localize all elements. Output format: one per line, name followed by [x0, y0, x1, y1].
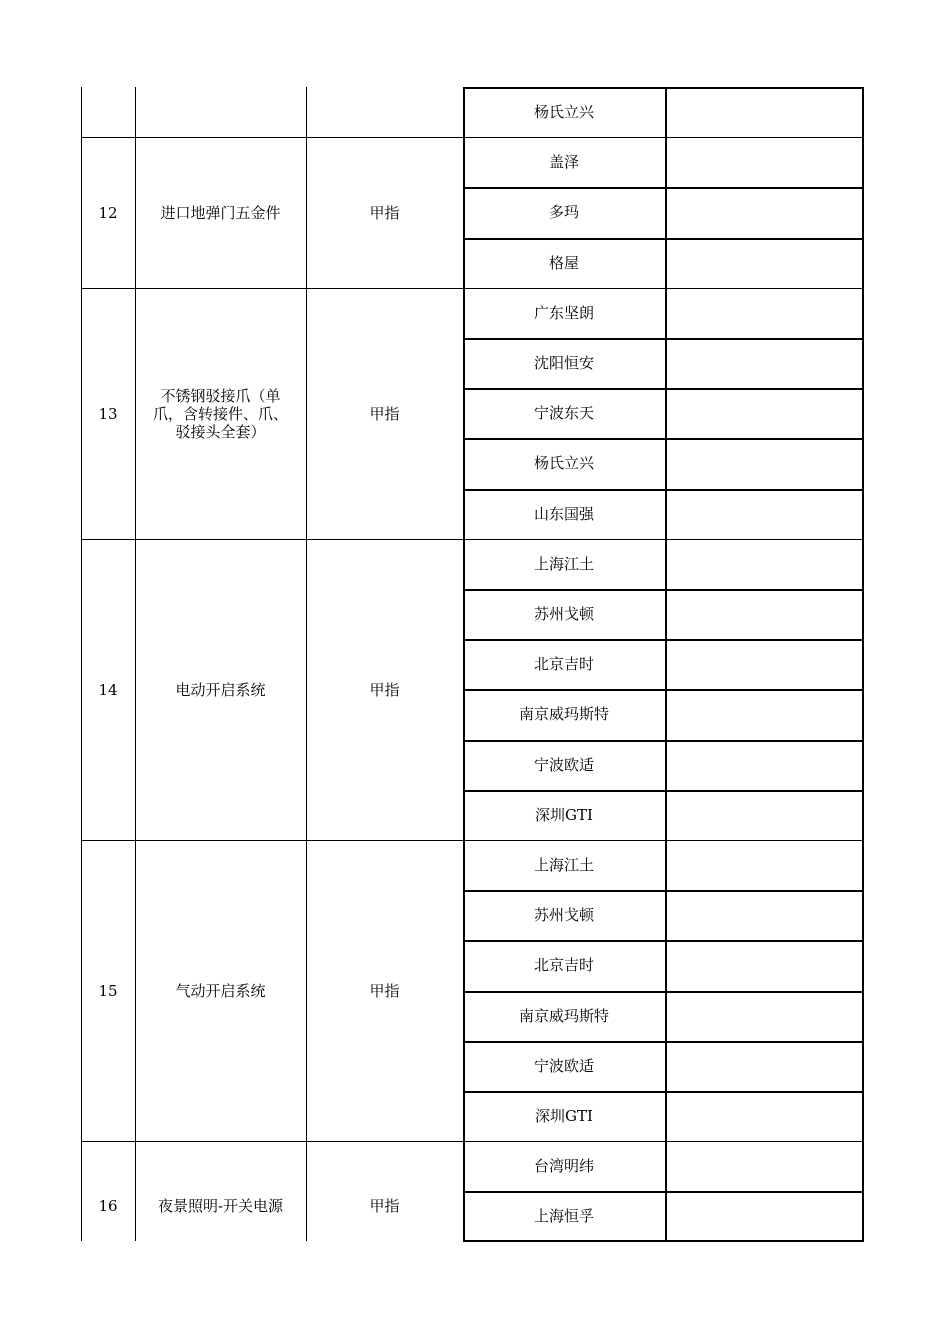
brand-cell: 沈阳恒安 [533, 354, 594, 372]
brand-cell: 宁波东天 [533, 404, 594, 422]
brand-cell: 深圳GTI [535, 806, 593, 824]
brand-cell: 南京威玛斯特 [518, 1007, 609, 1025]
item-number-cell: 15 [98, 981, 118, 1000]
item-type-cell: 甲指 [369, 404, 400, 423]
brand-cell: 宁波欧适 [533, 756, 594, 774]
brand-cell: 广东坚朗 [533, 304, 594, 322]
brand-cell: 盖泽 [548, 153, 579, 171]
brand-cell: 上海江土 [533, 856, 594, 874]
cell-text-line: 不锈钢驳接爪（单 [160, 386, 281, 405]
brand-cell: 杨氏立兴 [533, 103, 594, 121]
brand-cell: 宁波欧适 [533, 1057, 594, 1075]
item-name-cell [143, 288, 298, 539]
item-type-cell: 甲指 [369, 1197, 400, 1215]
brand-cell: 杨氏立兴 [533, 454, 594, 472]
brand-cell: 多玛 [548, 203, 579, 221]
item-name-cell: 进口地弹门五金件 [160, 203, 281, 222]
brand-cell: 格屋 [548, 254, 579, 272]
item-number-cell: 14 [98, 680, 118, 699]
brand-cell: 上海江土 [533, 555, 594, 573]
item-type-cell: 甲指 [369, 680, 400, 699]
item-name-cell: 夜景照明-开关电源 [157, 1197, 284, 1215]
brand-cell: 苏州戈顿 [533, 605, 594, 623]
item-number-cell: 13 [98, 404, 118, 423]
brand-cell: 深圳GTI [535, 1107, 593, 1125]
col-border-right [862, 87, 864, 1241]
brand-cell: 北京吉时 [533, 655, 594, 673]
item-name-cell: 气动开启系统 [175, 981, 266, 1000]
cell-text-line: 爪，含转接件、爪、 [152, 404, 288, 423]
cell-text-line: 驳接头全套） [175, 422, 266, 441]
item-number-cell: 16 [98, 1197, 118, 1215]
item-type-cell: 甲指 [369, 203, 400, 222]
brand-cell: 山东国强 [533, 505, 594, 523]
item-number-cell: 12 [98, 203, 118, 222]
item-type-cell: 甲指 [369, 981, 400, 1000]
row-border-bottom [463, 1240, 864, 1242]
brand-cell: 台湾明纬 [533, 1157, 594, 1175]
brand-cell: 苏州戈顿 [533, 906, 594, 924]
col-border-brand [665, 87, 667, 1241]
item-name-cell: 电动开启系统 [175, 680, 266, 699]
brand-cell: 北京吉时 [533, 956, 594, 974]
brand-cell: 南京威玛斯特 [518, 705, 609, 723]
brand-cell: 上海恒孚 [533, 1207, 594, 1225]
